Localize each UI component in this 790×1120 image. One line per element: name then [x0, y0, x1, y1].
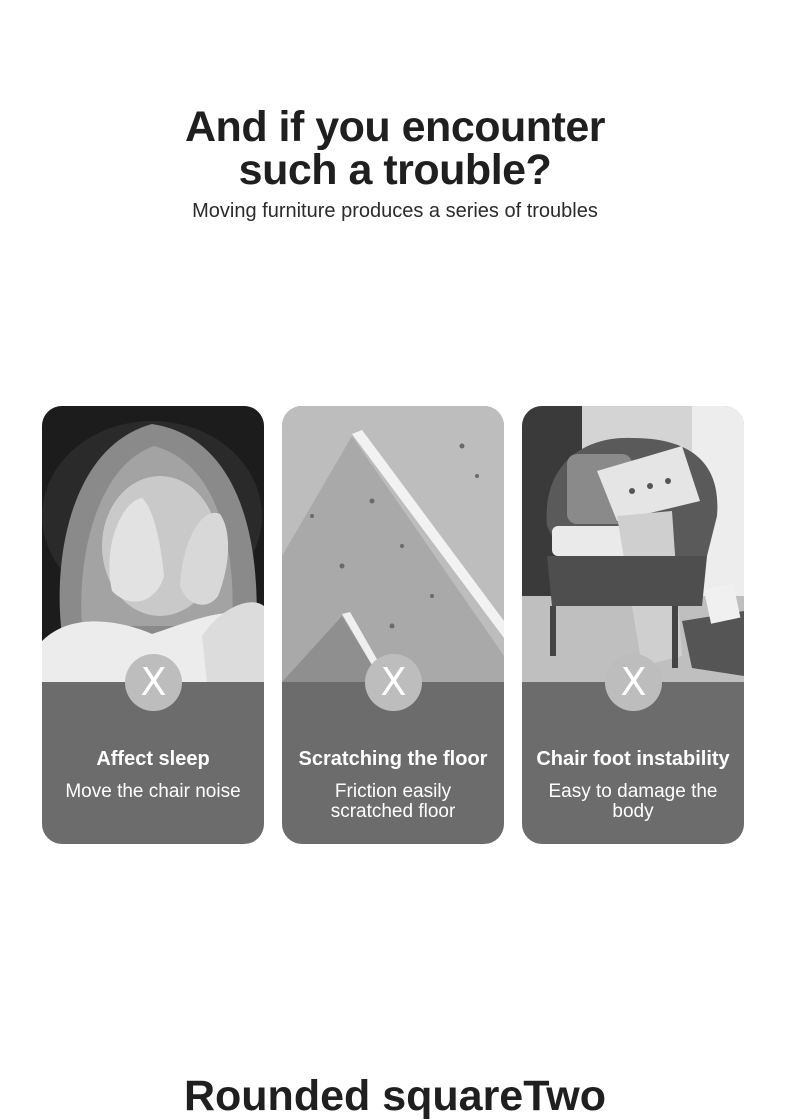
card-title: Affect sleep — [96, 748, 210, 770]
page-subtitle: Moving furniture produces a series of troubles — [192, 200, 598, 222]
card-description: Move the chair noise — [65, 781, 241, 802]
wicker-chair-photo — [522, 406, 744, 682]
scratched-floor-photo — [282, 406, 504, 682]
x-mark-icon: X — [365, 654, 422, 711]
next-section-title: Rounded squareTwo — [183, 1072, 607, 1120]
card-title: Chair foot instability — [536, 748, 730, 770]
card-description: Easy to damage the body — [548, 781, 718, 822]
card-description: Friction easily scratched floor — [330, 781, 456, 822]
trouble-card-chair — [522, 406, 744, 844]
page-title-line-1: And if you encounter — [185, 103, 605, 151]
page-title — [0, 103, 790, 194]
page-title-line-2: such a trouble? — [238, 146, 552, 194]
x-mark-icon: X — [125, 654, 182, 711]
x-mark-icon: X — [605, 654, 662, 711]
trouble-card-floor — [282, 406, 504, 844]
card-title: Scratching the floor — [298, 748, 488, 770]
child-covering-face-photo — [42, 406, 264, 682]
trouble-card-sleep — [42, 406, 264, 844]
